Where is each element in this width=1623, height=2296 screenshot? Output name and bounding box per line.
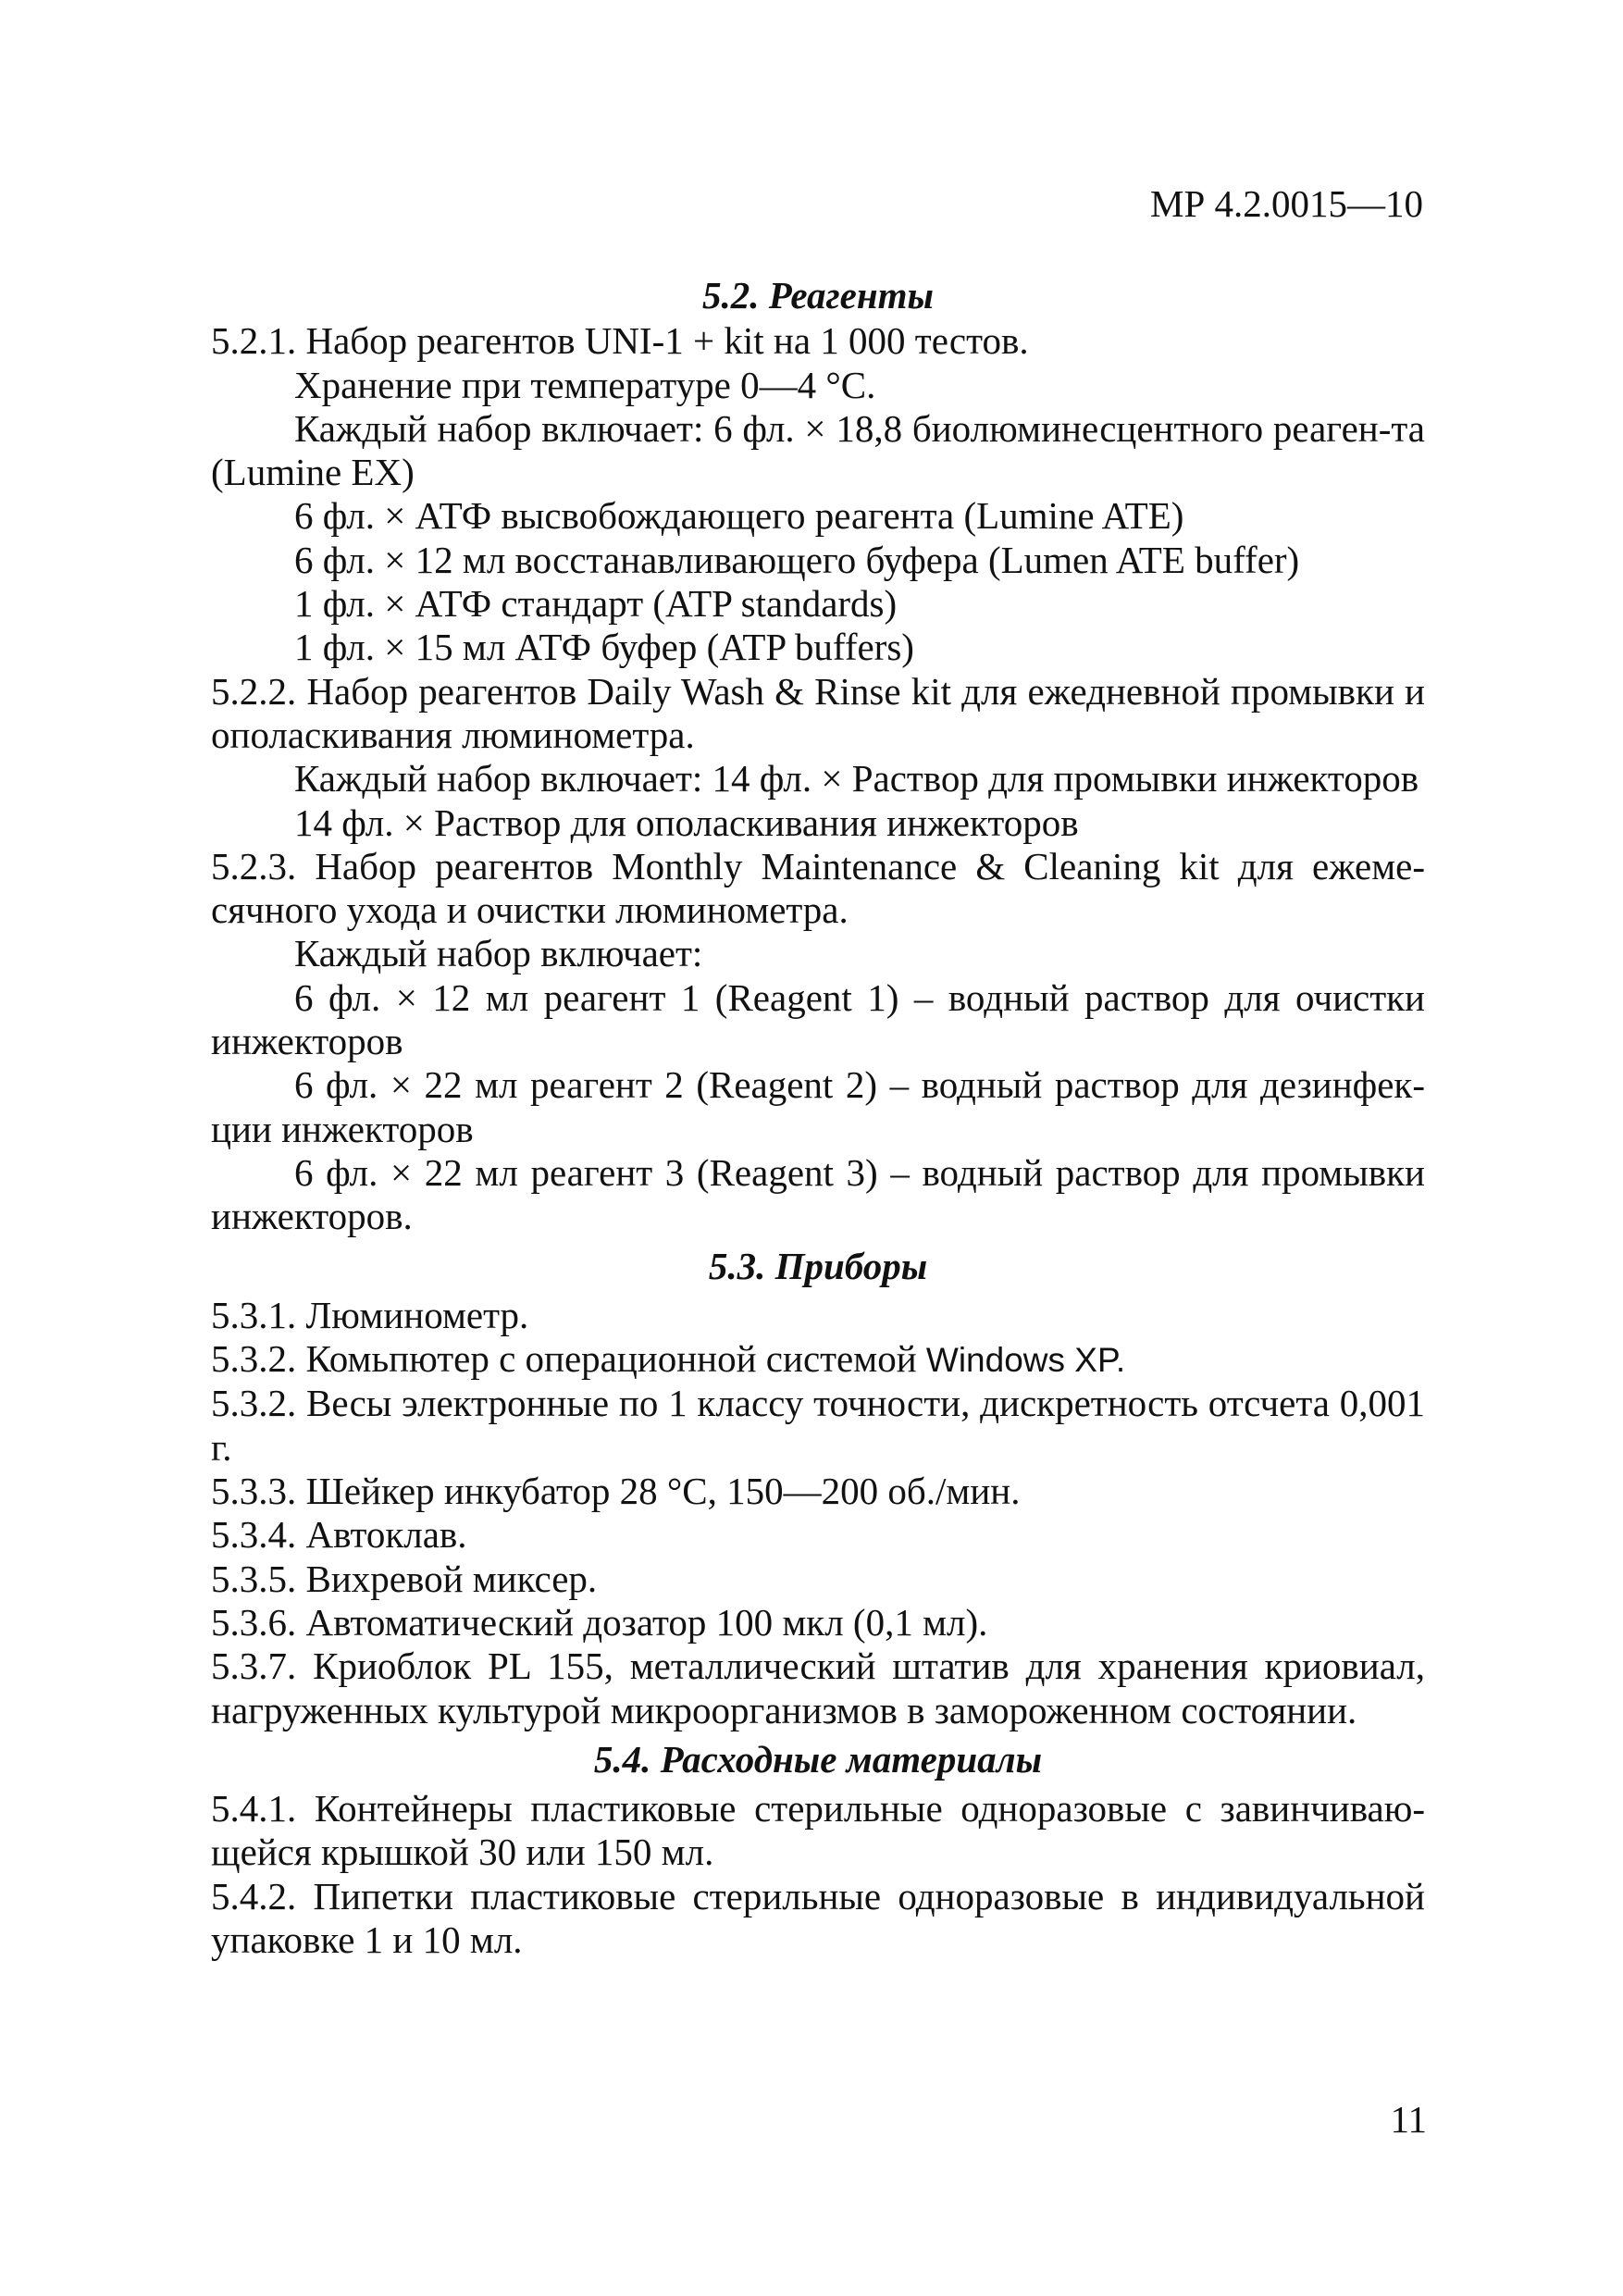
document-body xyxy=(211,274,1425,1962)
paragraph-5-3-6: 5.3.6. Автоматический дозатор 100 мкл (0,1 мл). xyxy=(211,1600,988,1644)
paragraph-5-2-1-contents: Каждый набор включает: 6 фл. × 18,8 биолюминесцентного реаген-та (Lumine EX) xyxy=(211,406,1425,494)
paragraph-5-2-3-contents: Каждый набор включает: xyxy=(294,932,703,975)
paragraph-5-2-3: 5.2.3. Набор реагентов Monthly Maintenance & Cleaning kit для ежеме-сячного ухода и очистки люминометра. xyxy=(211,844,1425,932)
section-title-instruments: 5.3. Приборы xyxy=(708,1244,928,1287)
list-item: 14 фл. × Раствор для ополаскивания инжекторов xyxy=(294,800,1079,844)
list-item: 6 фл. × 12 мл реагент 1 (Reagent 1) – водный раствор для очистки инжекторов xyxy=(211,975,1425,1063)
list-item: 6 фл. × 12 мл восстанавливающего буфера (Lumen ATE buffer) xyxy=(294,538,1300,581)
paragraph-5-4-2: 5.4.2. Пипетки пластиковые стерильные одноразовые в индивидуальной упаковке 1 и 10 мл. xyxy=(211,1874,1425,1961)
list-item: 1 фл. × 15 мл АТФ буфер (ATP buffers) xyxy=(294,626,914,669)
paragraph-5-3-3: 5.3.3. Шейкер инкубатор 28 °С, 150—200 об./мин. xyxy=(211,1470,1021,1513)
paragraph-5-3-2-computer xyxy=(211,1337,1425,1382)
paragraph-5-2-2: 5.2.2. Набор реагентов Daily Wash & Rinse kit для ежедневной промывки и ополаскивания люминометра. xyxy=(211,669,1425,756)
section-title-reagents: 5.2. Реагенты xyxy=(702,274,934,316)
list-item: 6 фл. × АТФ высвобождающего реагента (Lumine ATE) xyxy=(294,494,1184,538)
paragraph-5-4-1: 5.4.1. Контейнеры пластиковые стерильные одноразовые с завинчиваю-щейся крышкой 30 или 150 мл. xyxy=(211,1787,1425,1874)
computer-text: 5.3.2. Комьпютер с операционной системой xyxy=(211,1337,926,1381)
paragraph-5-3-1: 5.3.1. Люминометр. xyxy=(211,1293,529,1336)
paragraph-5-3-5: 5.3.5. Вихревой миксер. xyxy=(211,1557,598,1600)
list-item: 6 фл. × 22 мл реагент 2 (Reagent 2) – водный раствор для дезинфек-ции инжекторов xyxy=(211,1063,1425,1150)
paragraph-5-3-4: 5.3.4. Автоклав. xyxy=(211,1513,467,1557)
paragraph-5-3-2-scales: 5.3.2. Весы электронные по 1 классу точности, дискретность отсчета 0,001 г. xyxy=(211,1382,1425,1469)
list-item: 1 фл. × АТФ стандарт (ATP standards) xyxy=(294,582,898,626)
page-number: 11 xyxy=(1390,2098,1427,2141)
paragraph-5-2-1: 5.2.1. Набор реагентов UNI-1 + kit на 1 000 тестов. xyxy=(211,319,1029,363)
paragraph-5-3-7: 5.3.7. Криоблок PL 155, металлический штатив для хранения криовиал, нагруженных культурой микроорганизмов в замороженном состоянии. xyxy=(211,1644,1425,1731)
document-code: МР 4.2.0015—10 xyxy=(1149,182,1423,225)
paragraph-5-2-2-contents: Каждый набор включает: 14 фл. × Раствор для промывки инжекторов xyxy=(294,757,1419,800)
list-item: 6 фл. × 22 мл реагент 3 (Reagent 3) – водный раствор для промывки инжекторов. xyxy=(211,1150,1425,1238)
os-name: Windows XP. xyxy=(925,1341,1126,1380)
section-title-consumables: 5.4. Расходные материалы xyxy=(593,1737,1043,1781)
paragraph-5-2-1-storage: Хранение при температуре 0—4 °С. xyxy=(294,363,876,406)
